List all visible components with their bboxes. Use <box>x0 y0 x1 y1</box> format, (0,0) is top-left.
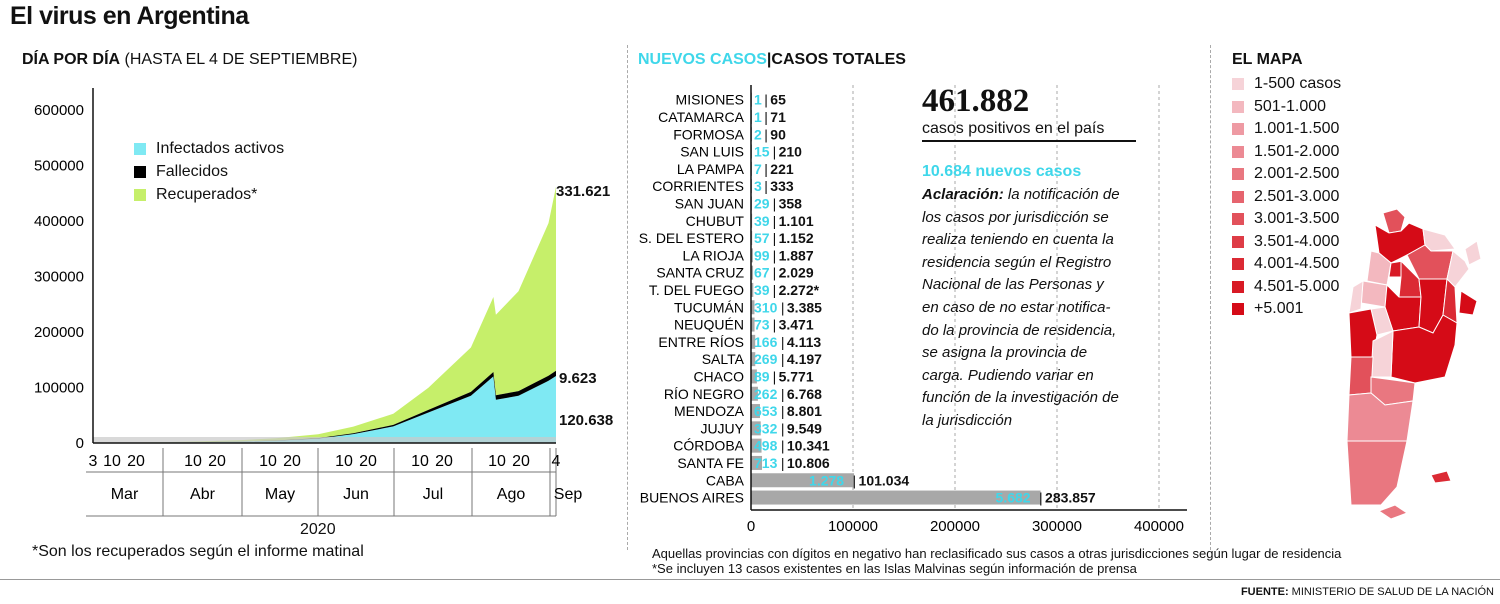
day-tick-label: 20 <box>512 453 530 470</box>
new-cases-value: 5.682 <box>995 489 1031 506</box>
month-label: Mar <box>110 486 139 503</box>
new-cases-value: 1.278 <box>809 472 845 489</box>
new-cases-value: 57 <box>754 230 770 247</box>
province-footnotes <box>652 546 1341 576</box>
total-cases-caption: casos positivos en el país <box>922 120 1136 142</box>
province-label: T. DEL FUEGO <box>648 281 744 298</box>
note-line: la jurisdicción <box>922 411 1013 429</box>
footnote-reclassified: Aquellas provincias con dígitos en negativo han reclasificado sus casos a otras jurisdicciones según lugar de residencia <box>652 546 1342 561</box>
month-label: Jun <box>343 486 369 503</box>
note-line: la notificación de <box>1003 186 1120 203</box>
province-label: CATAMARCA <box>658 108 744 125</box>
total-cases-value: 101.034 <box>858 472 910 489</box>
month-label: Sep <box>553 486 583 503</box>
legend-label: Fallecidos <box>156 163 229 181</box>
note-line: do la provincia de residencia, <box>922 321 1117 339</box>
year-label: 2020 <box>300 521 336 538</box>
value-separator: | <box>764 160 768 177</box>
note-line: se asigna la provincia de <box>922 344 1088 362</box>
map-province-santa-cruz <box>1347 441 1407 505</box>
new-cases-value: 262 <box>754 385 778 402</box>
map-legend-label: 4.501-5.000 <box>1254 277 1340 295</box>
heading-total-cases: CASOS TOTALES <box>771 51 906 68</box>
legend-swatch-deaths <box>134 166 146 178</box>
map-heading: EL MAPA <box>1232 51 1303 68</box>
total-cases-value: 358 <box>778 195 802 212</box>
total-cases-value: 221 <box>770 160 794 177</box>
value-separator: | <box>772 143 777 160</box>
note-line: función de la investigación de <box>922 389 1119 407</box>
value-separator: | <box>780 351 785 368</box>
heading-separator: | <box>766 51 772 68</box>
value-separator: | <box>764 178 768 195</box>
map-legend <box>1232 73 1341 321</box>
total-cases-value: 6.768 <box>786 385 822 402</box>
baseline-band <box>93 437 556 443</box>
province-label: LA PAMPA <box>676 160 744 177</box>
value-separator: | <box>764 126 768 143</box>
province-label: SANTA CRUZ <box>656 264 744 281</box>
daily-chart-heading <box>22 51 357 69</box>
total-cases-value: 1.101 <box>778 212 814 229</box>
value-separator: | <box>772 368 777 385</box>
total-cases-value: 90 <box>770 126 786 143</box>
y-tick-label: 200000 <box>33 324 84 341</box>
note-bold: Aclaración: <box>922 186 1004 203</box>
province-label: ENTRE RÍOS <box>658 333 744 350</box>
map-legend-swatch <box>1232 213 1244 225</box>
note-line: los casos por jurisdicción se <box>922 208 1109 226</box>
value-separator: | <box>764 91 768 108</box>
map-legend-swatch <box>1232 236 1244 248</box>
divider-right <box>1210 45 1211 550</box>
bar-x-tick-label: 0 <box>746 518 756 535</box>
note-line: residencia según el Registro <box>922 253 1112 271</box>
value-separator: | <box>780 420 785 437</box>
province-label: SAN JUAN <box>674 195 744 212</box>
cases-heading <box>638 51 906 69</box>
province-label: MISIONES <box>675 91 744 108</box>
map-province-misiones <box>1465 241 1481 265</box>
month-label: Jul <box>422 486 444 503</box>
y-tick-label: 0 <box>75 435 84 452</box>
map-legend-item <box>1232 231 1341 254</box>
total-cases-value: 3.471 <box>778 316 814 333</box>
province-label: LA RIOJA <box>682 247 744 264</box>
total-cases-value: 2.272* <box>778 281 820 298</box>
legend-item-deaths <box>134 161 284 184</box>
total-cases-value: 333 <box>770 178 794 195</box>
bar-x-tick-label: 400000 <box>1133 518 1185 535</box>
day-tick-label: 10 <box>259 453 277 470</box>
new-cases-value: 3 <box>754 178 762 195</box>
value-separator: | <box>764 108 768 125</box>
new-cases-value: 73 <box>754 316 770 333</box>
daily-heading-bold: DÍA POR DÍA <box>22 51 121 68</box>
total-cases-value: 1.887 <box>778 247 814 264</box>
footnote-malvinas: *Se incluyen 13 casos existentes en las Islas Malvinas según información de prensa <box>652 561 1137 576</box>
day-tick-label: 20 <box>435 453 453 470</box>
province-label: SAN LUIS <box>680 143 744 160</box>
new-cases-value: 166 <box>754 333 778 350</box>
note-line: en caso de no estar notifica- <box>922 298 1111 316</box>
total-cases-value: 71 <box>770 108 786 125</box>
map-legend-item <box>1232 208 1341 231</box>
map-legend-label: 2.001-2.500 <box>1254 165 1340 183</box>
value-separator: | <box>1039 489 1043 506</box>
note-line: realiza teniendo en cuenta la <box>922 231 1114 249</box>
map-legend-label: 4.001-4.500 <box>1254 255 1340 273</box>
deaths-total-label: 9.623 <box>559 370 597 387</box>
map-legend-item <box>1232 96 1341 119</box>
map-legend-item <box>1232 186 1341 209</box>
source-label: FUENTE: <box>1240 586 1289 598</box>
day-tick-label: 20 <box>359 453 377 470</box>
total-cases-value: 9.549 <box>786 420 822 437</box>
new-cases-value: 713 <box>754 454 778 471</box>
active-total-label: 120.638 <box>559 412 614 429</box>
map-province-jujuy <box>1383 209 1405 233</box>
map-province-malvinas <box>1431 471 1451 483</box>
province-label: TUCUMÁN <box>674 299 744 316</box>
province-label: JUJUY <box>700 420 744 437</box>
map-legend-swatch <box>1232 146 1244 158</box>
legend-label: Recuperados* <box>156 185 258 203</box>
total-cases-value: 1.152 <box>778 230 814 247</box>
province-label: CABA <box>705 472 744 489</box>
page-title: El virus en Argentina <box>10 2 249 30</box>
day-tick-label: 10 <box>103 453 121 470</box>
recovered-total-label: 331.621 <box>556 183 611 200</box>
value-separator: | <box>772 281 777 298</box>
total-cases-value: 10.806 <box>786 454 830 471</box>
recovered-footnote: *Son los recuperados según el informe matinal <box>32 543 364 560</box>
month-label: Abr <box>190 486 215 503</box>
note-line: carga. Pudiendo variar en <box>922 366 1094 384</box>
map-legend-item <box>1232 298 1341 321</box>
legend-item-recovered <box>134 183 284 206</box>
note-line: Nacional de las Personas y <box>922 276 1104 294</box>
new-cases-value: 1 <box>754 108 762 125</box>
month-label: May <box>264 486 296 503</box>
new-cases-value: 67 <box>754 264 770 281</box>
map-legend-swatch <box>1232 168 1244 180</box>
map-legend-item <box>1232 163 1341 186</box>
province-label: CHACO <box>693 368 744 385</box>
value-separator: | <box>780 403 785 420</box>
value-separator: | <box>772 247 777 264</box>
bar-x-tick-label: 100000 <box>827 518 879 535</box>
month-label: Ago <box>496 486 526 503</box>
y-tick-label: 100000 <box>33 379 84 397</box>
map-legend-item <box>1232 141 1341 164</box>
bottom-rule <box>0 579 1500 580</box>
daily-area-chart <box>0 80 625 550</box>
bar-x-tick-label: 200000 <box>929 518 981 535</box>
total-cases-value: 65 <box>770 91 786 108</box>
map-legend-label: 1.501-2.000 <box>1254 142 1340 160</box>
map-legend-item <box>1232 118 1341 141</box>
total-cases-value: 10.341 <box>786 437 830 454</box>
value-separator: | <box>772 212 777 229</box>
value-separator: | <box>772 195 777 212</box>
day-tick-label: 10 <box>184 453 202 470</box>
province-label: RÍO NEGRO <box>663 385 744 402</box>
total-cases-value: 3.385 <box>786 299 822 316</box>
map-province-san-juan <box>1349 281 1363 313</box>
map-province-uruguay <box>1459 291 1477 315</box>
total-cases-value: 8.801 <box>786 403 822 420</box>
bar-x-tick-label: 300000 <box>1031 518 1083 535</box>
map-province-tierra-del-fuego <box>1379 505 1407 519</box>
value-separator: | <box>780 385 785 402</box>
map-legend-label: +5.001 <box>1254 300 1304 318</box>
map-legend-label: 1-500 casos <box>1254 75 1342 93</box>
new-cases-value: 15 <box>754 143 770 160</box>
new-cases-value: 269 <box>754 351 778 368</box>
map-province-la-rioja <box>1361 281 1387 307</box>
province-label: MENDOZA <box>674 403 744 420</box>
new-cases-value: 2 <box>754 126 762 143</box>
new-cases-value: 310 <box>754 299 778 316</box>
new-cases-value: 39 <box>754 281 770 298</box>
clarification-note <box>922 184 1147 433</box>
map-legend-swatch <box>1232 191 1244 203</box>
map-legend-label: 2.501-3.000 <box>1254 187 1340 205</box>
argentina-map <box>1335 205 1485 525</box>
map-legend-label: 3.501-4.000 <box>1254 232 1340 250</box>
y-tick-label: 600000 <box>33 102 84 119</box>
total-cases-value: 2.029 <box>778 264 814 281</box>
day-tick-label: 3 <box>88 453 98 470</box>
value-separator: | <box>772 230 777 247</box>
day-tick-label: 20 <box>127 453 145 470</box>
province-label: BUENOS AIRES <box>639 489 744 506</box>
day-tick-label: 10 <box>488 453 506 470</box>
province-label: CÓRDOBA <box>673 437 744 454</box>
map-legend-swatch <box>1232 281 1244 293</box>
total-cases-value: 210 <box>778 143 802 160</box>
map-legend-item <box>1232 253 1341 276</box>
new-cases-label: 10.684 nuevos casos <box>922 163 1082 180</box>
map-province-neuquen <box>1349 357 1373 395</box>
total-cases-value: 4.197 <box>786 351 822 368</box>
new-cases-value: 332 <box>754 420 778 437</box>
new-cases-value: 39 <box>754 212 770 229</box>
new-cases-value: 7 <box>754 160 762 177</box>
map-legend-swatch <box>1232 123 1244 135</box>
province-label: CORRIENTES <box>652 178 744 195</box>
day-tick-label: 20 <box>283 453 301 470</box>
day-tick-label: 10 <box>335 453 353 470</box>
y-tick-label: 400000 <box>33 213 84 230</box>
new-cases-value: 89 <box>754 368 770 385</box>
value-separator: | <box>780 333 785 350</box>
legend-swatch-active <box>134 143 146 155</box>
map-legend-label: 3.001-3.500 <box>1254 210 1340 228</box>
heading-new-cases: NUEVOS CASOS <box>638 51 767 68</box>
source-credit <box>1241 586 1494 598</box>
y-tick-label: 500000 <box>33 157 84 175</box>
value-separator: | <box>772 264 777 281</box>
province-label: FORMOSA <box>673 126 744 143</box>
new-cases-value: 29 <box>754 195 770 212</box>
value-separator: | <box>780 437 785 454</box>
new-cases-value: 653 <box>754 403 778 420</box>
map-legend-label: 1.001-1.500 <box>1254 120 1340 138</box>
province-label: SALTA <box>701 351 744 368</box>
day-tick-label: 10 <box>411 453 429 470</box>
source-text: MINISTERIO DE SALUD DE LA NACIÓN <box>1288 586 1494 598</box>
map-legend-item <box>1232 276 1341 299</box>
value-separator: | <box>780 299 785 316</box>
y-tick-label: 300000 <box>33 268 84 286</box>
map-legend-swatch <box>1232 78 1244 90</box>
province-label: S. DEL ESTERO <box>638 230 744 247</box>
map-legend-swatch <box>1232 258 1244 270</box>
daily-chart-legend <box>134 138 284 206</box>
day-tick-label: 20 <box>208 453 226 470</box>
legend-item-active <box>134 138 284 161</box>
total-cases-number: 461.882 <box>922 83 1030 119</box>
province-label: NEUQUÉN <box>673 316 744 333</box>
total-cases-value: 5.771 <box>778 368 814 385</box>
value-separator: | <box>852 472 857 489</box>
new-cases-value: 1 <box>754 91 762 108</box>
value-separator: | <box>780 454 785 471</box>
map-legend-swatch <box>1232 303 1244 315</box>
total-cases-value: 4.113 <box>786 333 822 350</box>
day-tick-label: 4 <box>551 453 561 470</box>
new-cases-value: 99 <box>754 247 770 264</box>
map-legend-item <box>1232 73 1341 96</box>
value-separator: | <box>772 316 777 333</box>
map-legend-label: 501-1.000 <box>1254 97 1327 115</box>
legend-label: Infectados activos <box>156 140 285 158</box>
legend-swatch-recovered <box>134 189 146 201</box>
province-label: CHUBUT <box>685 212 744 229</box>
total-cases-value: 283.857 <box>1045 489 1096 506</box>
province-label: SANTA FE <box>677 454 744 471</box>
daily-heading-rest: (HASTA EL 4 DE SEPTIEMBRE) <box>120 51 358 68</box>
new-cases-value: 498 <box>754 437 778 454</box>
map-legend-swatch <box>1232 101 1244 113</box>
divider-left <box>627 45 628 550</box>
